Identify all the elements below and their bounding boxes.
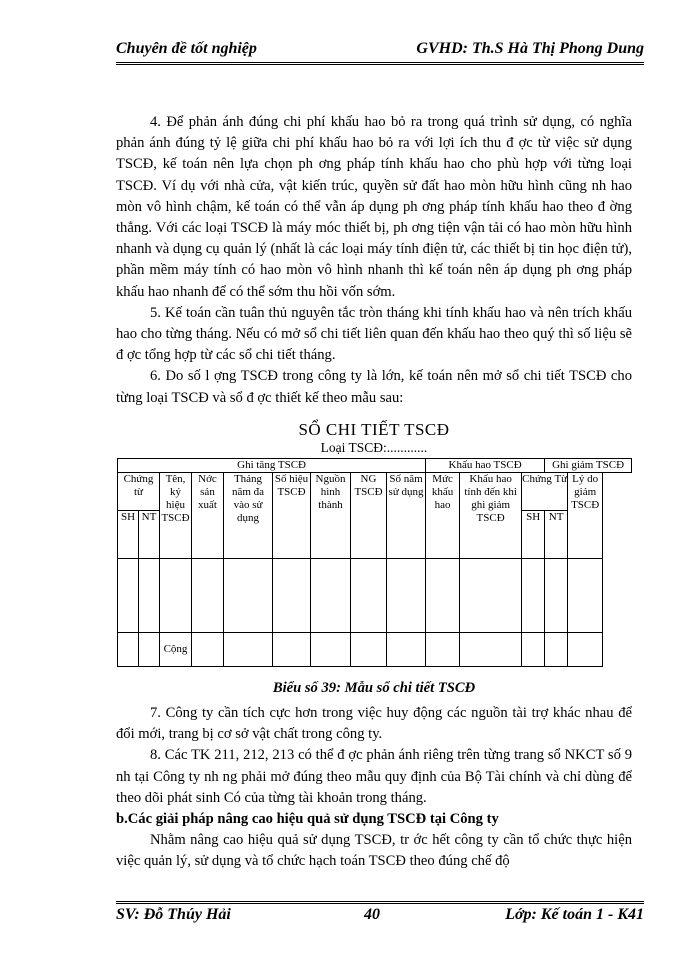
col-source: Nguồn hình thành <box>311 473 351 559</box>
body-text-top <box>116 112 632 409</box>
sub-nt-2: NT <box>545 511 568 559</box>
header-left: Chuyên đề tốt nghiệp <box>116 40 257 57</box>
paragraph-4: 4. Để phản ánh đúng chi phí khấu hao bỏ ra trong quá trình sử dụng, có nghĩa phản ánh đúng tỷ lệ giữa chi phí khấu hao bỏ ra với lợi ích thu đ ợc từ việc sử dụng TSCĐ, kế toán nên lựa chọn ph ơng pháp tính khấu hao cho phù hợp với từng loại TSCĐ. Ví dụ với nhà cửa, vật kiến trúc, quyền sử đất hao mòn hữu hình cũng nh hao mòn vô hình chậm, kế toán có thể vẫn áp dụng ph ơng pháp tính khấu hao theo đ ờng thẳng. Với các loại TSCĐ là máy móc thiết bị, ph ơng tiện vận tải có hao mòn hữu hình nhanh và dụng cụ quản lý (nhất là các loại máy tính điện tử, các thiết bị tin học điện tử), phần mềm máy tính có hao mòn vô hình nhanh thì kế toán nên áp dụng ph ơng pháp khấu hao nhanh để có thể sớm thu hồi vốn sớm. <box>116 114 632 300</box>
col-rate: Mức khấu hao <box>426 473 460 559</box>
sub-sh: SH <box>118 511 139 559</box>
form-title: SỔ CHI TIẾT TSCĐ <box>298 420 450 439</box>
paragraph-8: 8. Các TK 211, 212, 213 có thể đ ợc phản ánh riêng trên từng trang sổ NKCT số 9 nh tại Công ty nh ng phải mở đúng theo mẫu quy định của Bộ Tài chính và chỉ dùng để theo dõi phát sinh Có của từng tài khoản trong tháng. <box>116 747 632 806</box>
page-header <box>116 40 644 58</box>
footer-rule <box>116 901 644 904</box>
form-subtitle: Loại TSCĐ:............ <box>320 440 428 455</box>
group-decrease: Ghi giảm TSCĐ <box>545 459 632 473</box>
group-depreciation: Khấu hao TSCĐ <box>426 459 545 473</box>
col-voucher: Chứng từ <box>118 473 160 511</box>
group-increase: Ghi tăng TSCĐ <box>118 459 426 473</box>
footer-page-number: 40 <box>364 906 380 923</box>
col-name: Tên, ký hiệu TSCĐ <box>160 473 192 559</box>
paragraph-5: 5. Kế toán cần tuân thủ nguyên tắc tròn tháng khi tính khấu hao và nên trích khấu hao cho từng tháng. Nếu có mở sổ chi tiết liên quan đến khấu hao theo quý thì số liệu sẽ đ ợc tổng hợp từ các sổ chi tiết tháng. <box>116 304 632 364</box>
sub-nt: NT <box>139 511 160 559</box>
sub-sh-2: SH <box>522 511 545 559</box>
asset-ledger-table <box>117 458 632 667</box>
col-reason: Lý do giảm TSCĐ <box>568 473 603 559</box>
paragraph-last: Nhằm nâng cao hiệu quả sử dụng TSCĐ, tr ớc hết công ty cần tổ chức thực hiện việc quản lý, sử dụng và tổ chức hạch toán TSCĐ theo đúng chế độ <box>116 832 632 870</box>
col-country: Nớc sản xuất <box>192 473 224 559</box>
paragraph-6: 6. Do số l ợng TSCĐ trong công ty là lớn, kế toán nên mở sổ chi tiết TSCĐ cho từng loại TSCĐ và sổ đ ợc thiết kế theo mẫu sau: <box>116 368 632 406</box>
paragraph-7: 7. Công ty cần tích cực hơn trong việc huy động các nguồn tài trợ khác nhau để đổi mới, trang bị cơ sở vật chất trong công ty. <box>116 705 632 743</box>
header-rule <box>116 62 644 65</box>
total-label: Cộng <box>160 633 192 667</box>
section-heading: b.Các giải pháp nâng cao hiệu quả sử dụng TSCĐ tại Công ty <box>116 811 499 828</box>
col-number: Số hiệu TSCĐ <box>273 473 311 559</box>
col-years: Số năm sử dụng <box>387 473 426 559</box>
body-text-bottom <box>116 703 632 873</box>
table-row-blank <box>118 559 632 633</box>
table-caption: Biểu số 39: Mẫu sổ chi tiết TSCĐ <box>272 680 476 696</box>
footer-class: Lớp: Kế toán 1 - K41 <box>505 906 644 923</box>
col-month-year: Tháng năm đa vào sử dụng <box>224 473 273 559</box>
table-row-total <box>118 633 632 667</box>
header-right: GVHD: Th.S Hà Thị Phong Dung <box>416 40 644 57</box>
col-dec-voucher: Chứng Từ <box>522 473 568 511</box>
col-ng: NG TSCĐ <box>351 473 387 559</box>
col-dep-to-date: Khấu hao tính đến khi ghi giảm TSCĐ <box>460 473 522 559</box>
footer-student: SV: Đỗ Thúy Hải <box>116 906 231 923</box>
